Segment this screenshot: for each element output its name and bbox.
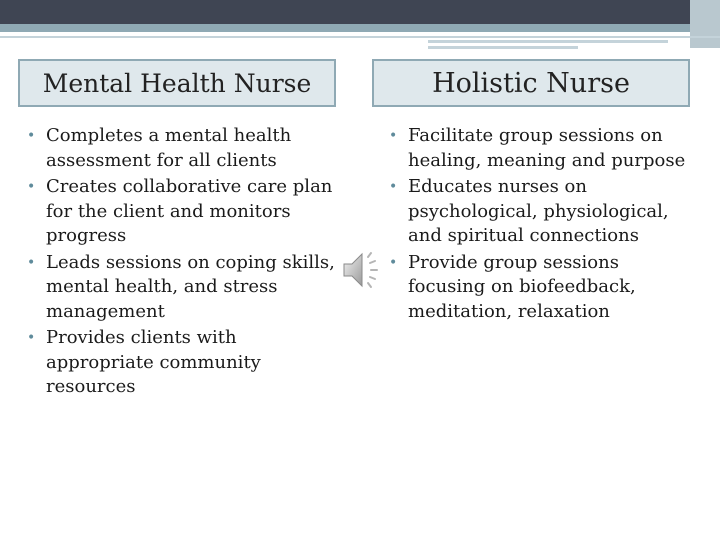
holistic-nurse-header — [372, 59, 690, 107]
slide-deco-line — [428, 46, 578, 49]
slide-deco-line — [0, 36, 720, 38]
list-item: • Provides clients with appropriate community resources — [8, 326, 348, 400]
mental-health-nurse-title: Mental Health Nurse — [42, 68, 312, 98]
list-item: • Facilitate group sessions on healing, meaning and purpose — [370, 124, 700, 173]
mental-health-nurse-header — [18, 59, 336, 107]
list-item: • Completes a mental health assessment for all clients — [8, 124, 348, 173]
list-item: • Provide group sessions focusing on biofeedback, meditation, relaxation — [370, 251, 700, 325]
mental-health-nurse-list — [8, 124, 348, 402]
list-item: • Creates collaborative care plan for the client and monitors progress — [8, 175, 348, 249]
list-item: • Educates nurses on psychological, physiological, and spiritual connections — [370, 175, 700, 249]
slide-accent-bar — [0, 24, 720, 32]
list-item: • Leads sessions on coping skills, mental health, and stress management — [8, 251, 348, 325]
holistic-nurse-title: Holistic Nurse — [432, 67, 630, 99]
slide-corner-block — [690, 0, 720, 48]
slide-deco-line — [428, 40, 668, 43]
holistic-nurse-list — [370, 124, 700, 326]
slide-top-bar — [0, 0, 720, 24]
speaker-icon[interactable] — [338, 247, 386, 293]
